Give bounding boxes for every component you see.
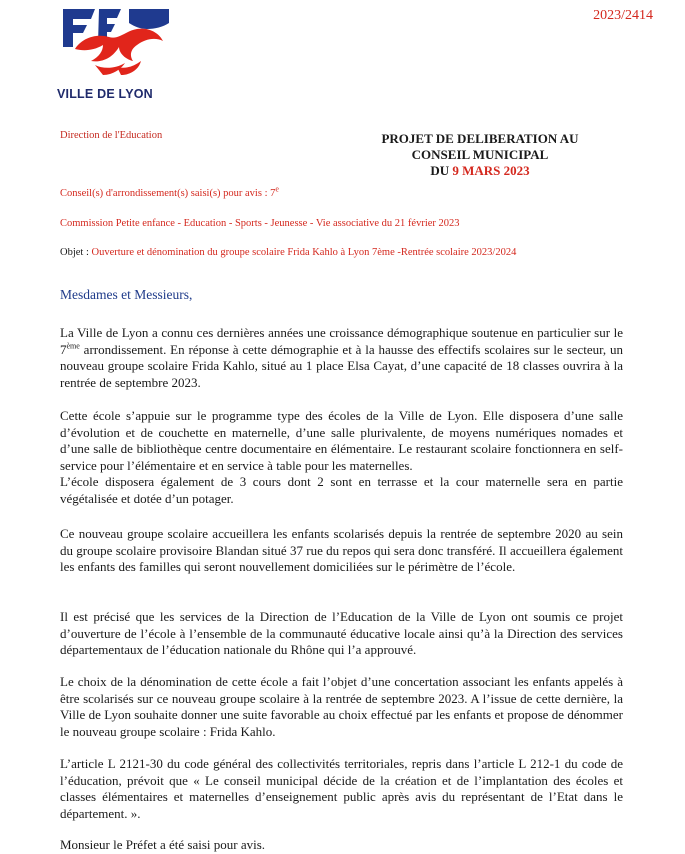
title-date: 9 MARS 2023 bbox=[452, 163, 530, 178]
conseil-sup: e bbox=[275, 184, 279, 194]
paragraph-5: Le choix de la dénomination de cette école a fait l’objet d’une concertation associant les enfants appelés à être scolarisés sur ce nouveau groupe scolaire à la rentrée de septembre 2023. A l’issue de cette dernière, la Ville de Lyon souhaite donner une suite favorable au choix effectué par les enfants et propose de dénommer le nouveau groupe scolaire : Frida Kahlo. bbox=[60, 674, 623, 739]
objet-value: Ouverture et dénomination du groupe scolaire Frida Kahlo à Lyon 7ème -Rentrée scolaire 2023/2024 bbox=[91, 247, 517, 258]
paragraph-1 bbox=[60, 325, 623, 391]
paragraph-2 bbox=[60, 408, 623, 507]
salutation: Mesdames et Messieurs, bbox=[60, 287, 193, 302]
paragraph-1b: arrondissement. En réponse à cette démographie et à la hausse des effectifs scolaires sur le secteur, un nouveau groupe scolaire Frida Kahlo, situé au 1 place Elsa Cayat, d’une capacité de 18 classes ouvrira à la rentrée de septembre 2023. bbox=[60, 341, 623, 390]
title-line-2: CONSEIL MUNICIPAL bbox=[411, 147, 549, 162]
title-line-3 bbox=[330, 163, 630, 179]
paragraph-3: Ce nouveau groupe scolaire accueillera les enfants scolarisés depuis la rentrée de septembre 2020 au sein du groupe scolaire provisoire Blandan situé 37 rue du repos qui sera donc transféré. Il accueillera également les enfants des familles qui seront nouvellement domiciliées sur le périmètre de l’école. bbox=[60, 526, 623, 574]
direction-label: Direction de l'Education bbox=[60, 130, 163, 141]
document-title bbox=[330, 131, 630, 179]
commission-line: Commission Petite enfance - Education - Sports - Jeunesse - Vie associative du 21 février 2023 bbox=[60, 218, 460, 229]
paragraph-2b: L’école disposera également de 3 cours dont 2 sont en terrasse et la cour maternelle sera en partie végétalisée et dotée d’un potager. bbox=[60, 474, 623, 506]
paragraph-1-sup: ème bbox=[66, 341, 80, 351]
paragraph-7: Monsieur le Préfet a été saisi pour avis. bbox=[60, 837, 266, 852]
paragraph-6: L’article L 2121-30 du code général des collectivités territoriales, repris dans l’article L 212-1 du code de l’éducation, prévoit que « Le conseil municipal décide de la création et de l’implantation des écoles et classes élémentaires et maternelles d’enseignement public après avis du représentant de l’Etat dans le département. ». bbox=[60, 756, 623, 821]
paragraph-2a: Cette école s’appuie sur le programme type des écoles de la Ville de Lyon. Elle disposera d’une salle d’évolution et de couchette en maternelle, d’une salle plurivalente, de moyens numériques nomades et d’une salle de bibliothèque centre documentaire en élémentaire. Le restaurant scolaire fonctionnera en self-service pour l’élémentaire et en service à table pour les maternelles. bbox=[60, 408, 623, 473]
title-line-1: PROJET DE DELIBERATION AU bbox=[381, 131, 579, 146]
paragraph-4: Il est précisé que les services de la Direction de l’Education de la Ville de Lyon ont soumis ce projet d’ouverture de l’école à l’ensemble de la communauté éducative locale ainsi qu’à la Direction des services départementaux de l’éducation nationale du Rhône qui l’a approuvé. bbox=[60, 609, 623, 657]
paragraph-1a: La Ville de Lyon a connu ces dernières années une croissance démographique soutenue en particulier sur le 7 bbox=[60, 325, 623, 357]
logo-text: VILLE DE LYON bbox=[57, 87, 153, 101]
conseil-label: Conseil(s) d'arrondissement(s) saisi(s) pour avis : 7 bbox=[60, 188, 276, 199]
objet-label: Objet : bbox=[60, 247, 92, 258]
objet-line bbox=[60, 247, 516, 258]
deliberation-reference: 2023/2414 bbox=[593, 8, 653, 23]
conseil-arrondissement bbox=[60, 184, 279, 199]
title-du: DU bbox=[430, 163, 453, 178]
